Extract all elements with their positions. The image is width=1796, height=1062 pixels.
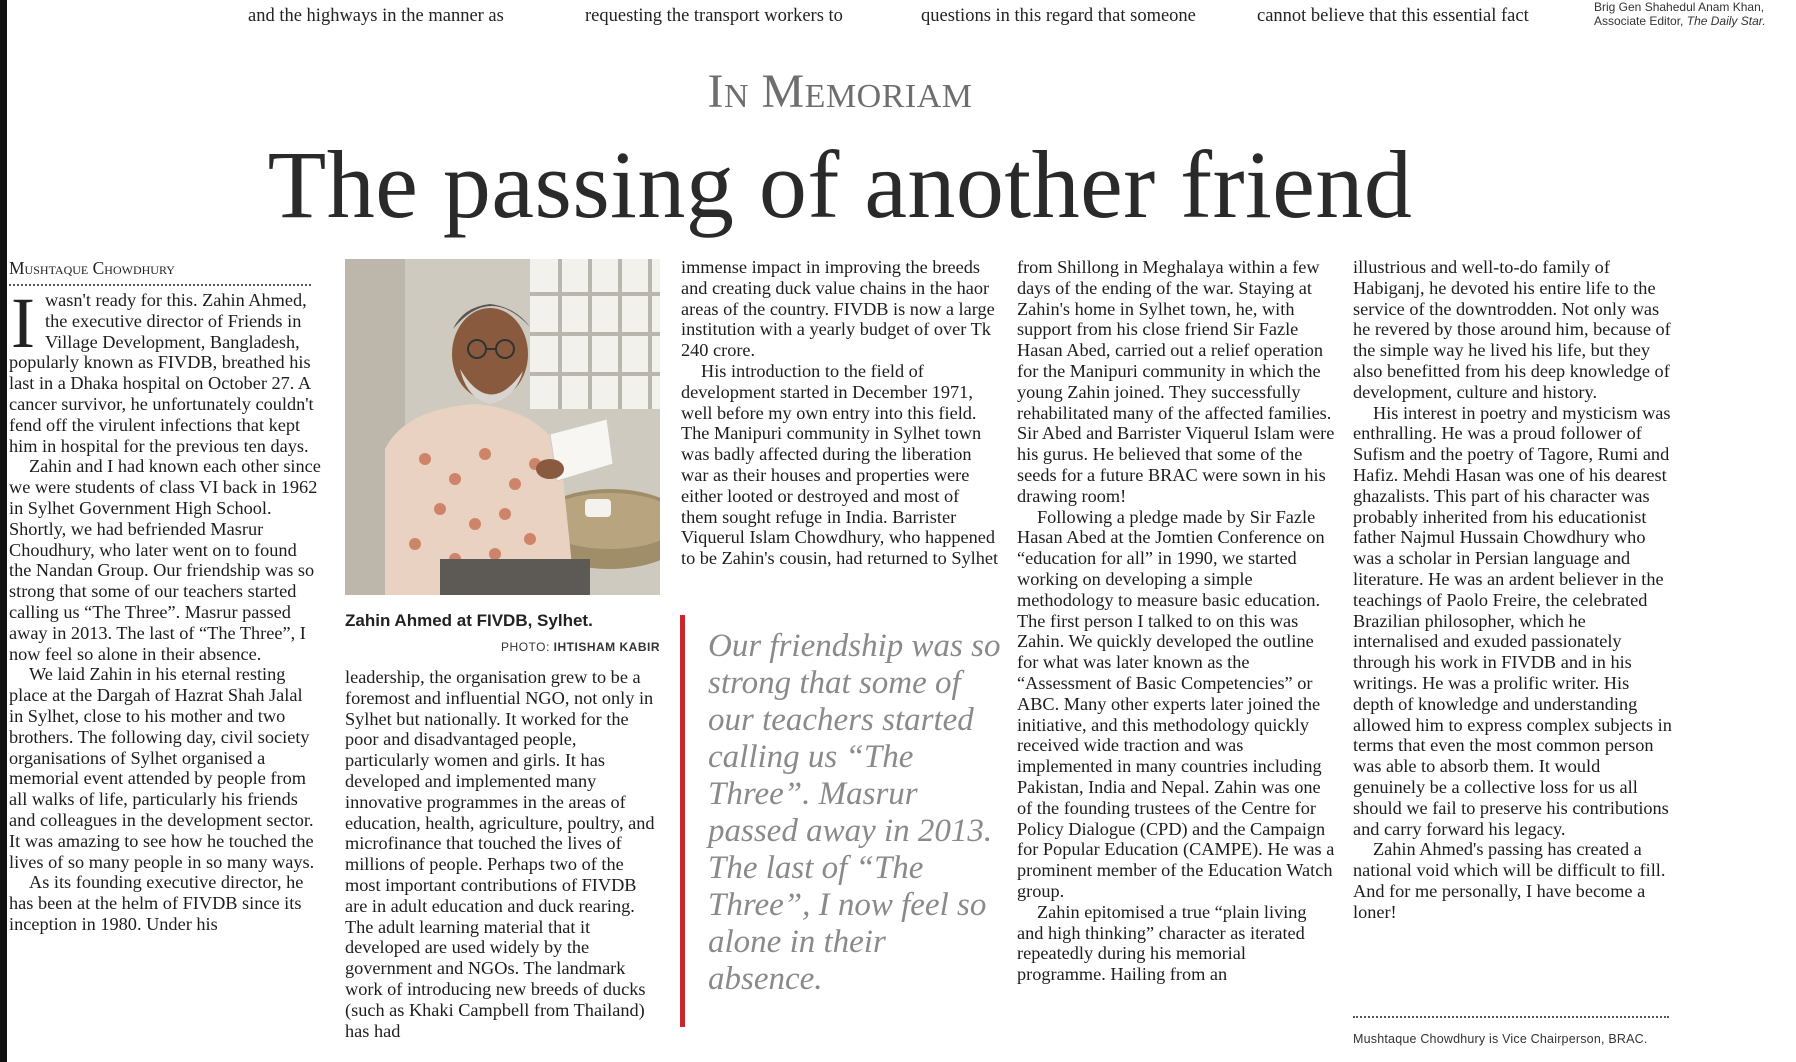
paragraph: His introduction to the field of development started in December 1971, well before my own entry into this field. The Manipuri community in Sylhet town was badly affected during the liberation war as their houses and properties were either looted or destroyed and most of them sought refuge in India. Barrister Viquerul Islam Chowdhury, who happened to be Zahin's cousin, had returned to Sylhet	[681, 360, 999, 569]
prev-article-snippet-3	[921, 0, 1241, 30]
pull-quote: Our friendship was so strong that some of our teachers started calling us “The Three”. Masrur passed away in 2013. The last of “The Three”, I now feel so alone in their absence.	[708, 628, 1001, 997]
prev-credit-publication: The Daily Star.	[1686, 14, 1766, 28]
article-column-2	[345, 667, 663, 1041]
prev-article-credit	[1594, 0, 1796, 30]
paragraph-text: wasn't ready for this. Zahin Ahmed, the executive director of Friends in Village Development, Bangladesh, popularly known as FIVDB, breathed his last in a Dhaka hospital on October 27. A cancer survivor, he unfortunately couldn't fend off the virulent infections that kept him in hospital for the previous ten days.	[9, 290, 314, 456]
prev-article-line-3: questions in this regard that someone	[921, 6, 1196, 26]
prev-credit-name: Brig Gen Shahedul Anam Khan,	[1594, 0, 1765, 14]
author-byline: Mushtaque Chowdhury	[9, 258, 311, 286]
paragraph: Zahin and I had known each other since we were students of class VI back in 1962 in Sylhet Government High School. Shortly, we had befriended Masrur Choudhury, who later went on to found the Nandan Group. Our friendship was so strong that some of our teachers started calling us “The Three”. Masrur passed away in 2013. The last of “The Three”, I now feel so alone in their absence.	[9, 456, 321, 664]
pull-quote-accent-bar	[680, 615, 685, 1027]
paragraph: Zahin Ahmed's passing has created a national void which will be difficult to fill. And for me personally, I have become a loner!	[1353, 839, 1666, 922]
article-column-3	[681, 257, 999, 569]
photo-credit-label: PHOTO:	[501, 640, 550, 654]
article-headline: The passing of another friend	[267, 131, 1413, 238]
prev-article-line-1: and the highways in the manner as	[248, 6, 504, 26]
prev-article-snippet-2	[585, 0, 905, 30]
section-kicker: In Memoriam	[707, 65, 973, 118]
prev-article-snippet-4	[1257, 0, 1577, 30]
author-note-divider	[1353, 1016, 1669, 1018]
article-column-1	[9, 283, 321, 935]
author-note: Mushtaque Chowdhury is Vice Chairperson, BRAC.	[1353, 1032, 1648, 1046]
drop-cap: I	[11, 283, 35, 363]
photo-credit	[345, 639, 660, 655]
article-photo	[345, 259, 660, 595]
paragraph: Following a pledge made by Sir Fazle Hasan Abed at the Jomtien Conference on “education for all” in 1990, we started working on developing a simple methodology to measure basic education. The first person I talked to on this was Zahin. We quickly developed the outline for what was later known as the “Assessment of Basic Competencies” or ABC. Many other experts later joined the initiative, and this methodology quickly received wide traction and was implemented in many countries including Pakistan, India and Nepal. Zahin was one of the founding trustees of the Centre for Policy Dialogue (CPD) and the Campaign for Popular Education (CAMPE). He was a prominent member of the Education Watch group.	[1017, 506, 1335, 901]
prev-credit-line-2	[1594, 14, 1796, 28]
paragraph: illustrious and well-to-do family of Habiganj, he devoted his entire life to the service of the downtrodden. Not only was he revered by those around him, because of the simple way he lived his life, but they also benefitted from his deep knowledge of development, culture and history.	[1353, 257, 1671, 402]
portrait-photo-illustration	[345, 259, 660, 595]
paragraph: As its founding executive director, he has been at the helm of FIVDB since its inception in 1980. Under his	[9, 872, 304, 934]
paragraph-opening	[9, 283, 321, 456]
paragraph: Zahin epitomised a true “plain living and high thinking” character as iterated repeatedly during his memorial programme. Hailing from an	[1017, 901, 1307, 985]
article-column-4	[1017, 257, 1337, 985]
article-column-5	[1353, 257, 1673, 923]
photo-credit-name: IHTISHAM KABIR	[553, 640, 660, 654]
photo-caption: Zahin Ahmed at FIVDB, Sylhet.	[345, 611, 593, 630]
prev-article-line-4: cannot believe that this essential fact	[1257, 6, 1529, 26]
paragraph: leadership, the organisation grew to be a foremost and influential NGO, not only in Sylhet but nationally. It worked for the poor and disadvantaged people, particularly women and girls. It has developed and implemented many innovative programmes in the areas of education, health, agriculture, poultry, and microfinance that touched the lives of millions of people. Perhaps two of the most important contributions of FIVDB are in adult education and duck rearing. The adult learning material that it developed are used widely by the government and NGOs. The landmark work of introducing new breeds of ducks (such as Khaki Campbell from Thailand) has had	[345, 667, 655, 1041]
prev-article-snippet-1	[248, 0, 568, 30]
paragraph: immense impact in improving the breeds and creating duck value chains in the haor areas of the country. FIVDB is now a large institution with a yearly budget of over Tk 240 crore.	[681, 257, 995, 361]
prev-article-line-2: requesting the transport workers to	[585, 6, 843, 26]
paragraph: His interest in poetry and mysticism was enthralling. He was a proud follower of Sufism and the poetry of Tagore, Rumi and Hafiz. Mehdi Hasan was one of his dearest ghazalists. This part of his character was probably inherited from his educationist father Najmul Hussain Chowdhury who was a scholar in Persian language and literature. He was an ardent believer in the teachings of Paolo Freire, the celebrated Brazilian philosopher, which he internalised and exuded passionately through his work in FIVDB and in his writings. He was a prolific writer. His depth of knowledge and understanding allowed him to express complex subjects in terms that even the most common person was able to absorb them. It would genuinely be a collective loss for us all should we fail to preserve his contributions and carry forward his legacy.	[1353, 402, 1672, 839]
paragraph: from Shillong in Meghalaya within a few days of the ending of the war. Staying at Zahin's home in Sylhet town, he, with support from his close friend Sir Fazle Hasan Abed, carried out a relief operation for the Manipuri community in which the young Zahin joined. They successfully rehabilitated many of the affected families. Sir Abed and Barrister Viquerul Islam were his gurus. He believed that some of the seeds for a future BRAC were sown in his drawing room!	[1017, 257, 1335, 506]
paragraph: We laid Zahin in his eternal resting place at the Dargah of Hazrat Shah Jalal in Sylhet, close to his mother and two brothers. The following day, civil society organisations of Sylhet organised a memorial event attended by people from all walks of life, particularly his friends and colleagues in the development sector. It was amazing to see how he touched the lives of so many people in so many ways.	[9, 664, 315, 872]
prev-credit-role: Associate Editor,	[1594, 14, 1684, 28]
